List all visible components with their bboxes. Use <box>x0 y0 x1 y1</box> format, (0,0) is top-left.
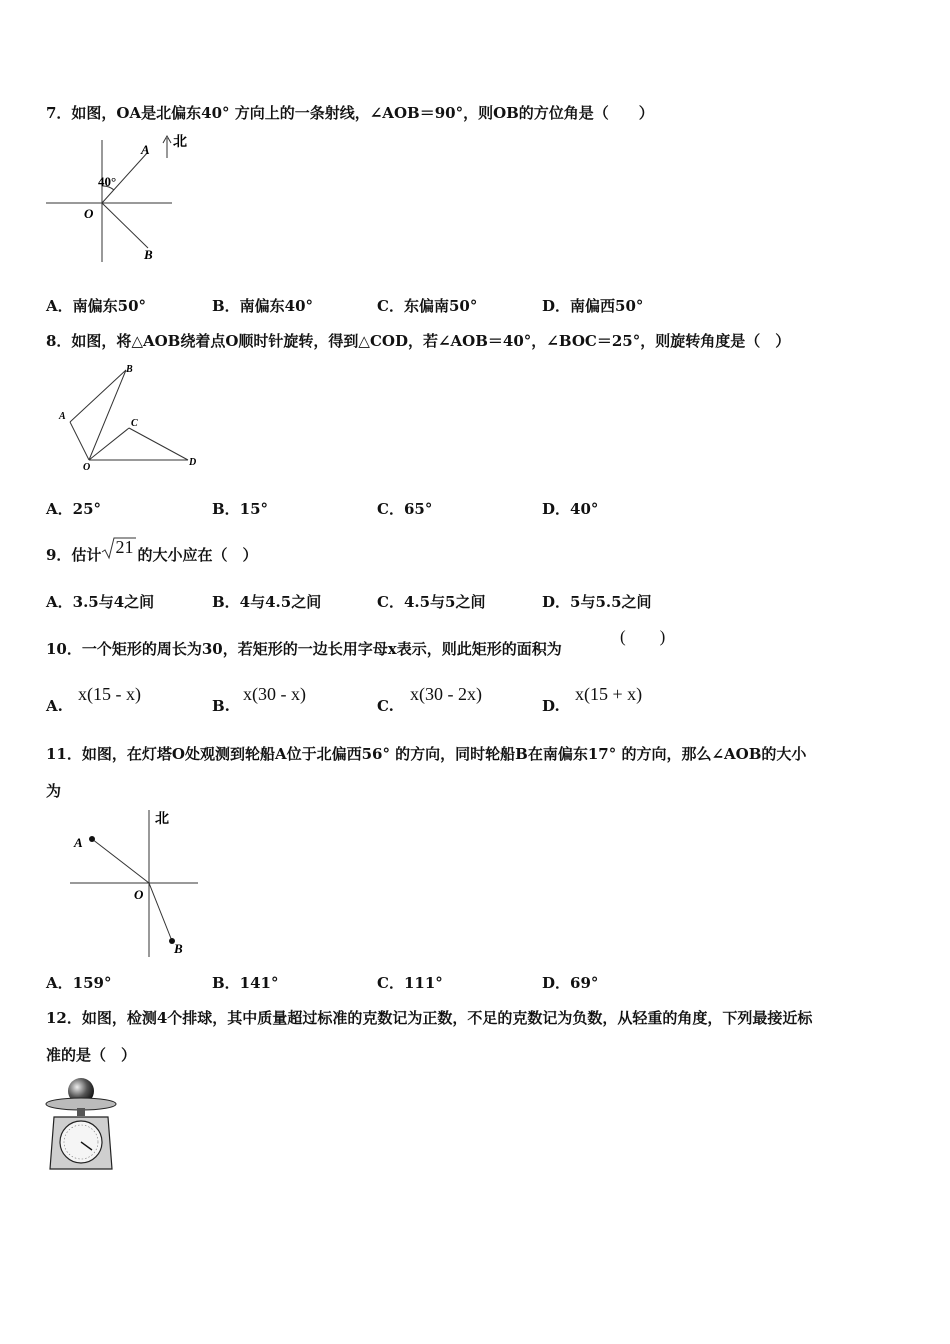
q9-text <box>46 537 258 565</box>
q11-figure <box>66 805 206 960</box>
q9-prefix: 9．估计 <box>46 546 102 564</box>
q9-option-d[interactable]: D．5与5.5之间 <box>542 593 652 611</box>
q7-north-label: 北 <box>173 135 187 150</box>
q8-segment-ao <box>70 422 89 460</box>
q10-option-a-expr[interactable]: x(15 - x) <box>78 684 141 704</box>
q9-suffix: 的大小应在（ ） <box>137 546 258 564</box>
q11-ship-a-dot <box>89 836 95 842</box>
q8-point-b: B <box>126 364 133 375</box>
q12-text-line2: 准的是（ ） <box>46 1046 137 1064</box>
q12-text-line1: 12．如图，检测4个排球，其中质量超过标准的克数记为正数，不足的克数记为负数，从轻重的角度，下列最接近标 <box>46 1009 813 1027</box>
q11-text-line1: 11．如图，在灯塔O处观测到轮船A位于北偏西56° 的方向，同时轮船B在南偏东17° 的方向，那么∠AOB的大小 <box>46 745 807 763</box>
q8-point-d: D <box>189 457 197 468</box>
q11-ray-ob <box>149 883 172 941</box>
q10-answer-paren: ( ) <box>620 627 666 646</box>
q7-option-d[interactable]: D．南偏西50° <box>542 297 644 315</box>
q11-option-a[interactable]: A．159° <box>46 974 112 992</box>
q11-option-d[interactable]: D．69° <box>542 974 599 992</box>
q7-option-b[interactable]: B．南偏东40° <box>212 297 314 315</box>
q8-point-c: C <box>131 418 138 429</box>
q11-point-a: A <box>74 835 83 850</box>
q8-option-d[interactable]: D．40° <box>542 500 599 518</box>
q8-option-c[interactable]: C．65° <box>377 500 433 518</box>
q7-option-c[interactable]: C．东偏南50° <box>377 297 478 315</box>
q10-text: 10．一个矩形的周长为30，若矩形的一边长用字母x表示，则此矩形的面积为 <box>46 640 562 658</box>
q9-option-c[interactable]: C．4.5与5之间 <box>377 593 486 611</box>
q7-text: 7．如图，OA是北偏东40° 方向上的一条射线，∠AOB＝90°，则OB的方位角是（ ） <box>46 104 654 122</box>
q8-segment-cd <box>129 428 188 460</box>
q10-option-b-label[interactable]: B. <box>212 697 230 715</box>
q7-point-b: B <box>144 247 153 262</box>
q11-option-c[interactable]: C．111° <box>377 974 443 992</box>
q8-segment-ab <box>70 370 126 422</box>
q7-point-o: O <box>84 206 94 221</box>
q9-option-a[interactable]: A．3.5与4之间 <box>46 593 155 611</box>
q11-ray-oa <box>92 839 149 883</box>
q11-north-label: 北 <box>155 812 169 827</box>
q8-segment-bo <box>89 370 126 460</box>
q10-option-c-expr[interactable]: x(30 - 2x) <box>410 684 482 704</box>
q8-figure <box>55 362 205 474</box>
q11-option-b[interactable]: B．141° <box>212 974 279 992</box>
q7-option-a[interactable]: A．南偏东50° <box>46 297 147 315</box>
q10-option-d-expr[interactable]: x(15 + x) <box>575 684 643 704</box>
q9-radicand: 21 <box>115 537 134 557</box>
q10-option-d-label[interactable]: D. <box>542 697 560 715</box>
q9-sqrt <box>101 537 137 562</box>
q7-point-a: A <box>141 142 150 157</box>
scale-icon <box>44 1077 118 1173</box>
q11-point-o: O <box>134 887 144 902</box>
q8-point-a: A <box>59 411 66 422</box>
q7-figure <box>44 130 187 265</box>
q10-option-c-label[interactable]: C. <box>377 697 394 715</box>
q10-option-b-expr[interactable]: x(30 - x) <box>243 684 306 704</box>
q11-text-line2: 为 <box>46 782 62 800</box>
q8-option-b[interactable]: B．15° <box>212 500 269 518</box>
scale-stem <box>77 1108 85 1116</box>
q8-point-o: O <box>83 462 91 473</box>
q7-ray-ob <box>102 203 148 248</box>
q8-text: 8．如图，将△AOB绕着点O顺时针旋转，得到△COD，若∠AOB＝40°，∠BOC＝25°，则旋转角度是（ ） <box>46 332 791 350</box>
q10-option-a-label[interactable]: A. <box>46 697 63 715</box>
q8-segment-oc <box>89 428 129 460</box>
q8-option-a[interactable]: A．25° <box>46 500 102 518</box>
q9-option-b[interactable]: B．4与4.5之间 <box>212 593 322 611</box>
q11-point-b: B <box>174 941 183 956</box>
q7-angle-label: 40° <box>98 174 117 189</box>
